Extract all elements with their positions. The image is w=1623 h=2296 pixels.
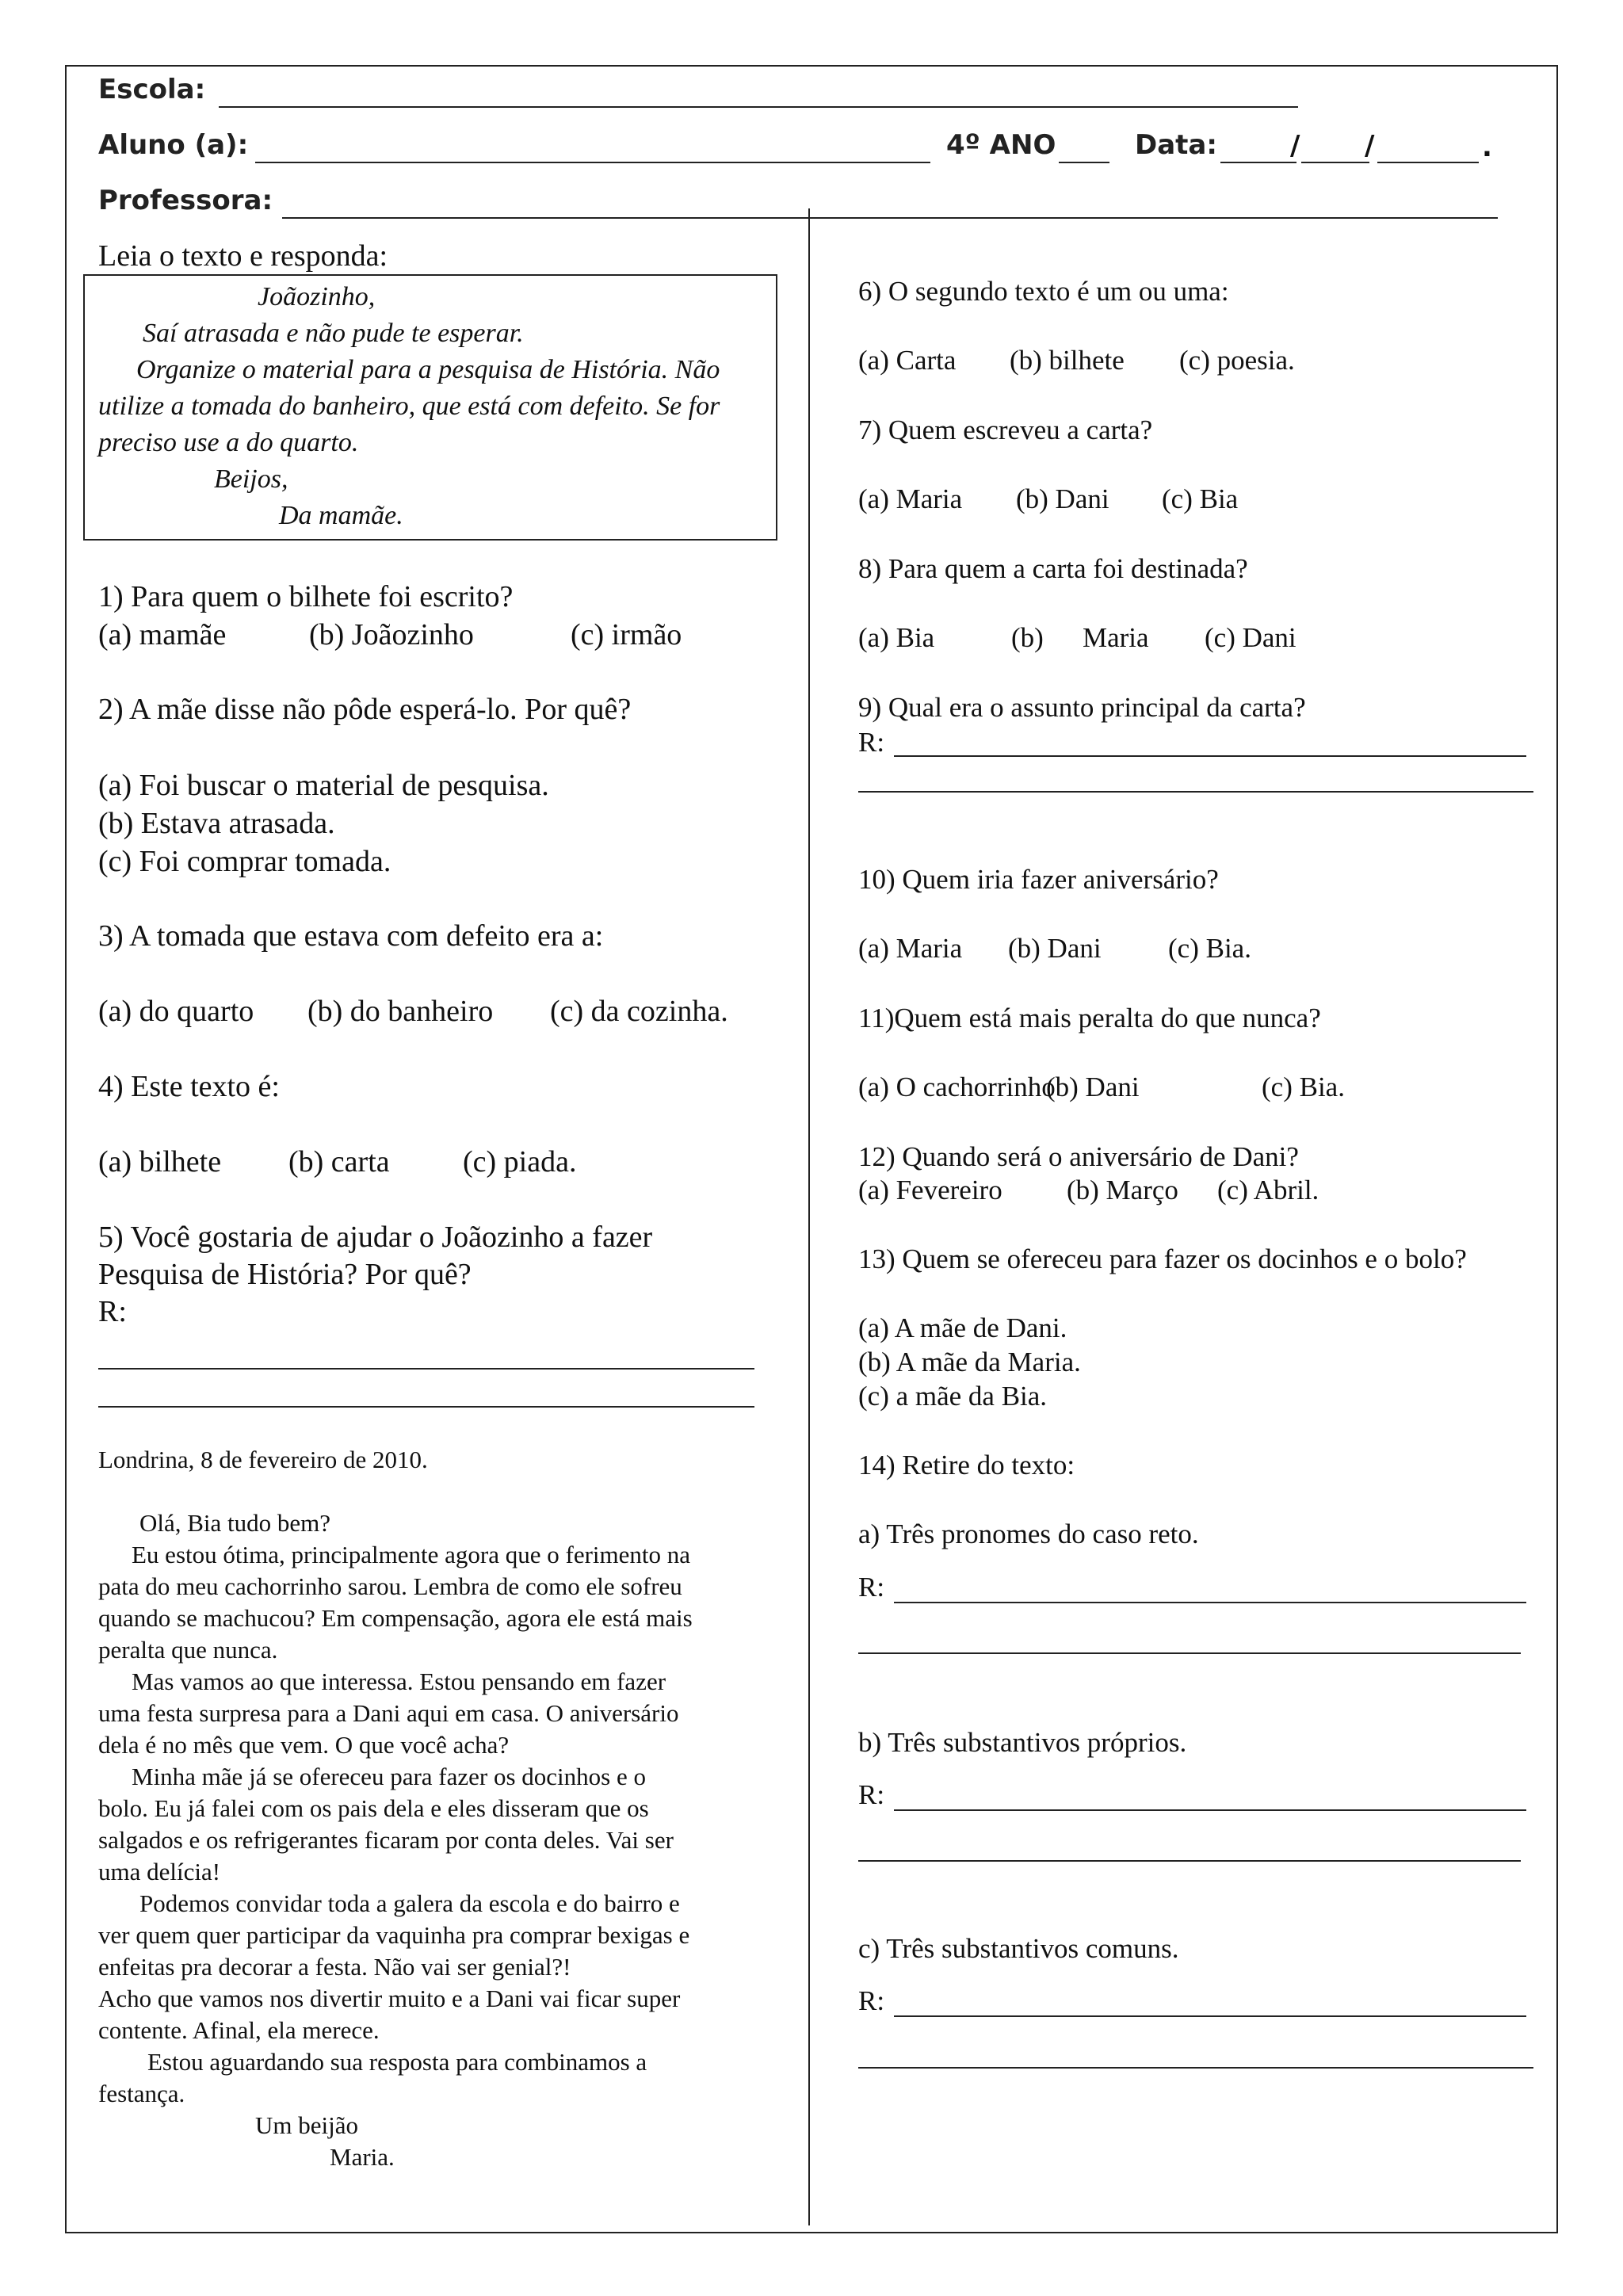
q6-option-c[interactable]: (c) poesia. (1179, 345, 1295, 376)
q9-answer-line-2[interactable] (858, 791, 1533, 793)
q5-answer-line-1[interactable] (98, 1368, 754, 1370)
q12-question: 12) Quando será o aniversário de Dani? (858, 1141, 1299, 1172)
q8-option-c[interactable]: (c) Dani (1205, 622, 1296, 653)
letter-line: ver quem quer participar da vaquinha pra comprar bexigas e (98, 1921, 690, 1949)
q11-option-c[interactable]: (c) Bia. (1262, 1072, 1345, 1102)
data-label: Data: (1135, 129, 1217, 161)
q5-answer-label: R: (98, 1295, 127, 1328)
data-day-field[interactable] (1220, 162, 1296, 163)
q14b-answer-label: R: (858, 1779, 885, 1810)
note-closing: Beijos, (214, 464, 288, 494)
q12-option-a[interactable]: (a) Fevereiro (858, 1175, 1002, 1205)
q14c-answer-line-1[interactable] (894, 2015, 1526, 2017)
note-line: preciso use a do quarto. (98, 428, 359, 457)
q4-question: 4) Este texto é: (98, 1070, 280, 1103)
letter-line: enfeitas pra decorar a festa. Não vai ser genial?! (98, 1953, 571, 1981)
q7-option-a[interactable]: (a) Maria (858, 483, 963, 514)
aluno-field[interactable] (255, 162, 930, 163)
q3-option-c[interactable]: (c) da cozinha. (550, 995, 728, 1028)
q1-option-c[interactable]: (c) irmão (571, 618, 682, 651)
q10-option-c[interactable]: (c) Bia. (1168, 933, 1251, 964)
letter-line: Podemos convidar toda a galera da escola e do bairro e (139, 1889, 680, 1917)
q11-option-b[interactable]: (b) Dani (1046, 1072, 1140, 1102)
letter-line: bolo. Eu já falei com os pais dela e eles disseram que os (98, 1794, 649, 1822)
q14-question: 14) Retire do texto: (858, 1450, 1075, 1480)
q1-option-a[interactable]: (a) mamãe (98, 618, 227, 651)
date-slash: / (1290, 130, 1300, 162)
q14b-prompt: b) Três substantivos próprios. (858, 1727, 1187, 1758)
q14a-answer-line-2[interactable] (858, 1652, 1521, 1654)
letter-line: quando se machucou? Em compensação, agora ele está mais (98, 1604, 693, 1632)
letter-line: Acho que vamos nos divertir muito e a Dani vai ficar super (98, 1985, 681, 2012)
letter-line: salgados e os refrigerantes ficaram por conta deles. Vai ser (98, 1826, 674, 1854)
note-line: Organize o material para a pesquisa de História. Não (136, 355, 720, 384)
note-signature: Da mamãe. (279, 501, 403, 530)
letter-line: uma festa surpresa para a Dani aqui em casa. O aniversário (98, 1699, 679, 1727)
letter-line: Estou aguardando sua resposta para combinamos a (147, 2048, 647, 2076)
q13-question: 13) Quem se ofereceu para fazer os docinhos e o bolo? (858, 1244, 1467, 1274)
q11-question: 11)Quem está mais peralta do que nunca? (858, 1003, 1321, 1033)
q7-option-b[interactable]: (b) Dani (1016, 483, 1109, 514)
q5-question-line1: 5) Você gostaria de ajudar o Joãozinho a fazer (98, 1221, 653, 1254)
q10-option-a[interactable]: (a) Maria (858, 933, 963, 964)
q2-option-b[interactable]: (b) Estava atrasada. (98, 807, 335, 840)
letter-line: peralta que nunca. (98, 1636, 278, 1664)
data-year-field[interactable] (1377, 162, 1479, 163)
ano-field[interactable] (1059, 162, 1109, 163)
q1-option-b[interactable]: (b) Joãozinho (309, 618, 474, 651)
q3-option-b[interactable]: (b) do banheiro (307, 995, 494, 1028)
note-greeting: Joãozinho, (258, 282, 376, 311)
q14c-answer-label: R: (858, 1985, 885, 2016)
q5-question-line2: Pesquisa de História? Por quê? (98, 1258, 472, 1291)
note-line: Saí atrasada e não pude te esperar. (143, 319, 524, 348)
q8-option-b-text[interactable]: Maria (1083, 622, 1149, 653)
q1-question: 1) Para quem o bilhete foi escrito? (98, 580, 514, 613)
q12-option-b[interactable]: (b) Março (1067, 1175, 1178, 1205)
q13-option-a[interactable]: (a) A mãe de Dani. (858, 1312, 1067, 1343)
q2-option-a[interactable]: (a) Foi buscar o material de pesquisa. (98, 769, 549, 802)
q14b-answer-line-2[interactable] (858, 1860, 1521, 1862)
instruction: Leia o texto e responda: (98, 239, 388, 273)
professora-label: Professora: (98, 185, 273, 216)
q4-option-a[interactable]: (a) bilhete (98, 1145, 222, 1179)
data-month-field[interactable] (1301, 162, 1369, 163)
date-period: . (1482, 132, 1492, 163)
q7-option-c[interactable]: (c) Bia (1162, 483, 1239, 514)
q13-option-c[interactable]: (c) a mãe da Bia. (858, 1381, 1048, 1412)
letter-line: Minha mãe já se ofereceu para fazer os docinhos e o (132, 1763, 646, 1790)
letter-line: dela é no mês que vem. O que você acha? (98, 1731, 510, 1759)
letter-line: pata do meu cachorrinho sarou. Lembra de como ele sofreu (98, 1572, 682, 1600)
letter-line: Maria. (330, 2143, 395, 2171)
letter-place-date: Londrina, 8 de fevereiro de 2010. (98, 1446, 428, 1473)
letter-line: festança. (98, 2080, 185, 2107)
ano-label: 4º ANO (946, 129, 1056, 161)
q2-question: 2) A mãe disse não pôde esperá-lo. Por quê? (98, 693, 632, 726)
escola-label: Escola: (98, 74, 206, 105)
letter-line: Eu estou ótima, principalmente agora que o ferimento na (132, 1541, 691, 1568)
letter-line: Olá, Bia tudo bem? (139, 1509, 331, 1537)
q8-option-b[interactable]: (b) (1011, 622, 1044, 653)
q7-question: 7) Quem escreveu a carta? (858, 415, 1153, 445)
q10-question: 10) Quem iria fazer aniversário? (858, 864, 1219, 895)
q8-question: 8) Para quem a carta foi destinada? (858, 553, 1248, 584)
q6-option-b[interactable]: (b) bilhete (1010, 345, 1125, 376)
q14c-prompt: c) Três substantivos comuns. (858, 1933, 1179, 1964)
q4-option-b[interactable]: (b) carta (288, 1145, 390, 1179)
q9-answer-label: R: (858, 727, 885, 758)
q5-answer-line-2[interactable] (98, 1406, 754, 1408)
q14c-answer-line-2[interactable] (858, 2067, 1533, 2069)
q14a-answer-line-1[interactable] (894, 1602, 1526, 1603)
letter-line: uma delícia! (98, 1858, 221, 1885)
q12-option-c[interactable]: (c) Abril. (1217, 1175, 1319, 1205)
q3-option-a[interactable]: (a) do quarto (98, 995, 254, 1028)
q2-option-c[interactable]: (c) Foi comprar tomada. (98, 845, 391, 878)
date-slash: / (1365, 130, 1375, 162)
aluno-label: Aluno (a): (98, 129, 249, 161)
q11-option-a[interactable]: (a) O cachorrinho (858, 1072, 1056, 1102)
q14b-answer-line-1[interactable] (894, 1809, 1526, 1811)
q14a-answer-label: R: (858, 1572, 885, 1603)
letter-line: contente. Afinal, ela merece. (98, 2016, 380, 2044)
q8-option-a[interactable]: (a) Bia (858, 622, 935, 653)
q3-question: 3) A tomada que estava com defeito era a: (98, 919, 604, 953)
column-divider (808, 208, 810, 2225)
q6-option-a[interactable]: (a) Carta (858, 345, 957, 376)
professora-field[interactable] (282, 217, 1498, 219)
q4-option-c[interactable]: (c) piada. (463, 1145, 577, 1179)
q14a-prompt: a) Três pronomes do caso reto. (858, 1519, 1199, 1549)
q9-answer-line-1[interactable] (894, 755, 1526, 757)
q10-option-b[interactable]: (b) Dani (1008, 933, 1102, 964)
escola-field[interactable] (219, 106, 1298, 108)
q6-question: 6) O segundo texto é um ou uma: (858, 276, 1229, 307)
q9-question: 9) Qual era o assunto principal da carta? (858, 692, 1306, 723)
letter-line: Mas vamos ao que interessa. Estou pensando em fazer (132, 1668, 666, 1695)
note-line: utilize a tomada do banheiro, que está com defeito. Se for (98, 392, 720, 421)
letter-line: Um beijão (255, 2111, 358, 2139)
q13-option-b[interactable]: (b) A mãe da Maria. (858, 1347, 1081, 1377)
